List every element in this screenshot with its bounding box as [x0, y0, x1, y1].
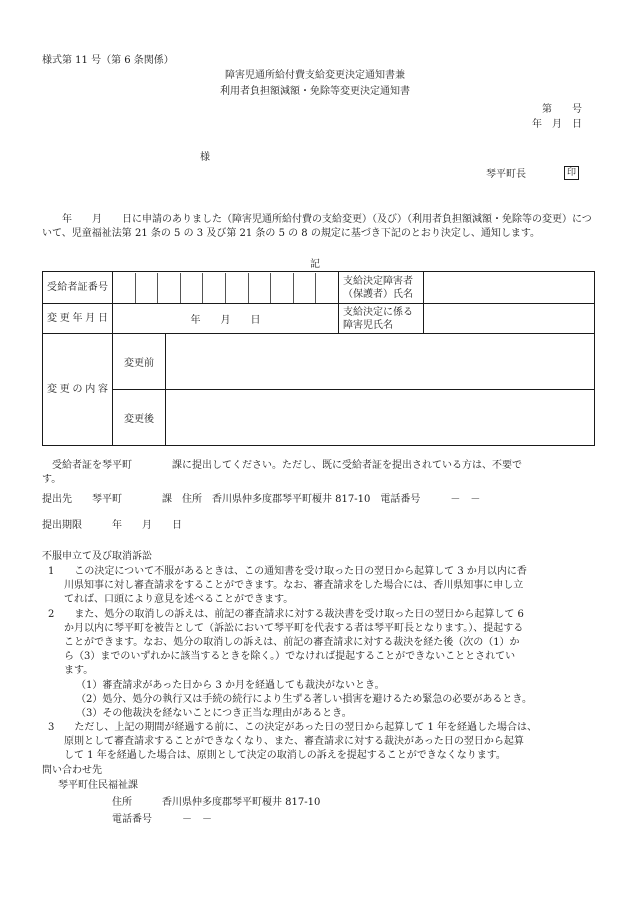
before-field[interactable] — [166, 334, 595, 390]
appeal-item2-line: か月以内に琴平町を被告として（訴訟において琴平町を代表する者は琴平町長となります。）、提起する — [64, 623, 524, 634]
before-label: 変更前 — [113, 334, 166, 390]
child-name-field[interactable] — [424, 304, 595, 334]
appeal-heading: 不服申立て及び取消訴訟 — [42, 551, 152, 562]
appeal-item1-line: てれば、口頭により意見を述べることができます。 — [64, 594, 294, 605]
issue-date: 年 月 日 — [532, 119, 582, 130]
recipient-name-label: 支給決定障害者 （保護者）氏名 — [339, 272, 424, 304]
recipient-cert-label: 受給者証番号 — [43, 272, 113, 304]
table-row — [43, 390, 595, 446]
document-title-line2: 利用者負担額減額・免除等変更決定通知書 — [220, 86, 410, 97]
digit-boxes — [113, 273, 338, 303]
intro-paragraph: 年 月 日に申請のありました（障害児通所給付費の支給変更）（及び）（利用者負担額減額・免除等の変更）について、児童福祉法第 21 条の 5 の 3 及び第 21 条の 5 の 8 の規定に基づき下記のとおり決定し、通知します。 — [42, 214, 592, 239]
appeal-item2-line: 2 また、処分の取消しの訴えは、前記の審査請求に対する裁決書を受け取った日の翌日から起算して 6 — [48, 609, 524, 620]
issuer-name: 琴平町長 — [486, 169, 526, 180]
appeal-item3-line: 原則として審査請求することができなくなり、また、審査請求に対する裁決があった日の翌日から起算 — [64, 736, 524, 747]
change-date-value[interactable]: 年 月 日 — [113, 304, 339, 334]
recipient-cert-digits[interactable] — [113, 272, 339, 304]
appeal-sub-item: （1）審査請求があった日から 3 か月を経過しても裁決がないとき。 — [76, 680, 385, 691]
submission-notice-line1: 受給者証を琴平町 課に提出してください。ただし、既に受給者証を提出されている方は、不要で — [42, 460, 522, 471]
child-name-label: 支給決定に係る 障害児氏名 — [339, 304, 424, 334]
appeal-item1-line: 川県知事に対し審査請求をすることができます。なお、審査請求をした場合には、香川県知事に申し立 — [64, 580, 524, 591]
addressee-suffix: 様 — [200, 152, 210, 163]
recipient-name-field[interactable] — [424, 272, 595, 304]
appeal-item2-line: ます。 — [64, 665, 94, 676]
document-number: 第 号 — [542, 104, 582, 115]
contact-office: 琴平町住民福祉課 — [58, 780, 138, 791]
change-date-label: 変更年月日 — [43, 304, 113, 334]
submission-notice-line2: す。 — [42, 474, 62, 485]
appeal-item3-line: して 1 年を経過した場合は、原則として決定の取消しの訴えを提起することができなくなります。 — [64, 750, 506, 761]
form-number: 様式第 11 号（第 6 条関係） — [42, 55, 174, 66]
appeal-item3-line: 3 ただし、上記の期間が経過する前に、この決定があった日の翌日から起算して 1 年を経過した場合は、 — [48, 722, 537, 733]
appeal-sub-item: （2）処分、処分の執行又は手続の続行により生ずる著しい損害を避けるため緊急の必要があるとき。 — [76, 694, 532, 705]
official-seal: 印 — [564, 166, 579, 180]
contact-heading: 問い合わせ先 — [42, 765, 102, 776]
appeal-item1-line: 1 この決定について不服があるときは、この通知書を受け取った日の翌日から起算して 3 か月以内に香 — [48, 566, 527, 577]
after-label: 変更後 — [113, 390, 166, 446]
document-title-line1: 障害児通所給付費支給変更決定通知書兼 — [225, 70, 405, 81]
ki-heading: 記 — [310, 259, 320, 270]
appeal-item2-line: ことができます。なお、処分の取消しの訴えは、前記の審査請求に対する裁決を経た後（次の（1）か — [64, 637, 520, 648]
appeal-sub-item: （3）その他裁決を経ないことにつき正当な理由があるとき。 — [76, 708, 352, 719]
contact-address: 住所 香川県仲多度郡琴平町榎井 817-10 — [112, 797, 321, 808]
submission-destination: 提出先 琴平町 課 住所 香川県仲多度郡琴平町榎井 817-10 電話番号 － － — [42, 494, 481, 505]
change-detail-table — [42, 271, 595, 446]
change-content-label: 変更の内容 — [43, 334, 113, 446]
contact-phone: 電話番号 － － — [112, 814, 212, 825]
table-row — [43, 304, 595, 334]
table-row — [43, 334, 595, 390]
table-row — [43, 272, 595, 304]
after-field[interactable] — [166, 390, 595, 446]
submission-deadline: 提出期限 年 月 日 — [42, 520, 182, 531]
appeal-item2-line: ら（3）までのいずれかに該当するときを除く。）でなければ提起することができないこととされてい — [64, 651, 516, 662]
